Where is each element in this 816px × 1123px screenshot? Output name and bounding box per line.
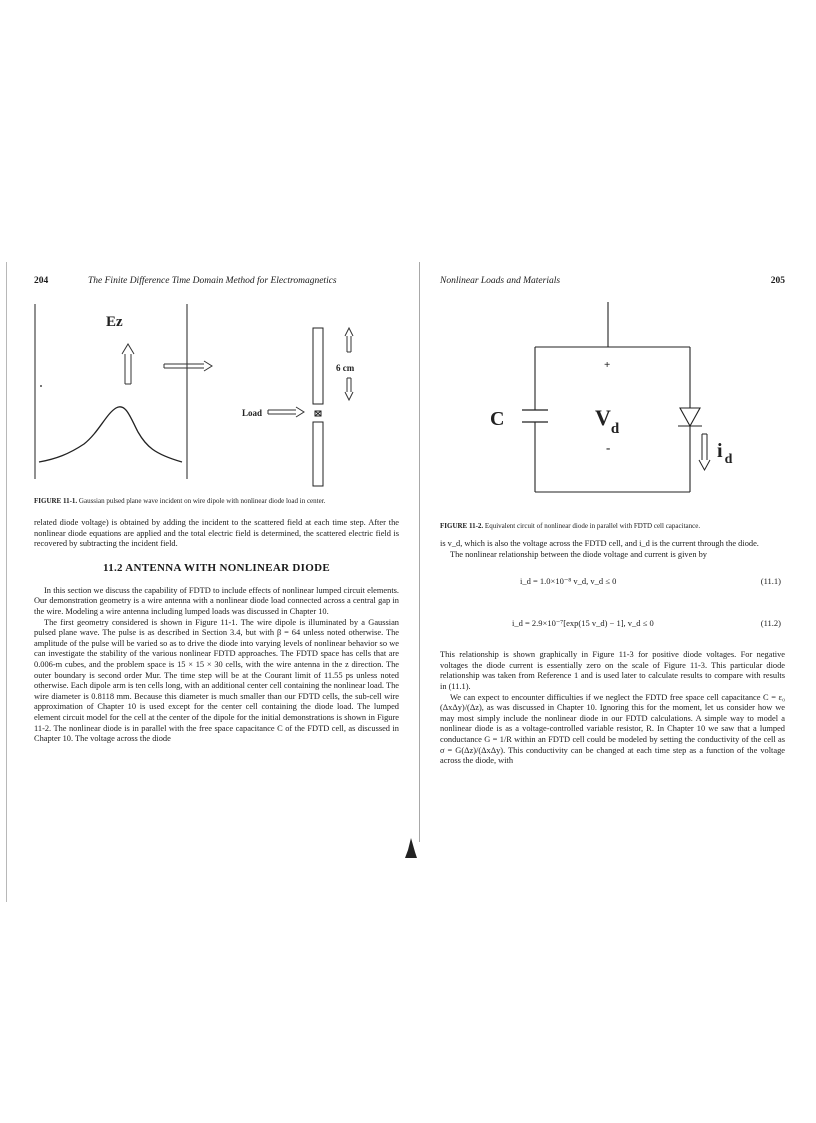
- equation-11-2-number: (11.2): [760, 618, 781, 629]
- label-load: Load: [242, 408, 263, 418]
- label-ez: Ez: [106, 314, 123, 330]
- page-number-left: 204: [34, 276, 49, 286]
- figure-11-1-drawing: [34, 304, 399, 492]
- scan-mark: [405, 838, 417, 858]
- dimension-arrow-down: [345, 378, 353, 400]
- equation-11-1-expression: i_d = 1.0×10⁻⁸ v_d, v_d ≤ 0: [520, 576, 617, 587]
- paragraph-geometry: The first geometry considered is shown in Figure 11-1. The wire dipole is illuminated by a Gaussian pulsed plane wave. The pulse is as described in Section 3.4, but with β = 64 unless noted otherwise. The amplitude of the pulse will be varied so as to drive the diode into varying levels of nonlinear behavior so we can investigate the stability of the various nonlinear FDTD approaches. The FDTD space has cells that are 0.006-m cubes, and the problem space is 15 × 15 × 30 cells, with the wire antenna in the z direction. The outer boundary is second order Mur. The time step will be at the Courant limit of 11.55 ps unless noted otherwise. Each dipole arm is ten cells long, with an additional center cell containing the nonlinear load. The wire diameter is 0.8118 mm. Because this diameter is much smaller than our FDTD cells, the sub-cell wire approximation of Chapter 10 is used except for the center cell containing the diode load. The lumped element circuit model for the cell at the center of the dipole for the initial demonstrations is shown in Figure 11-2. The nonlinear diode is in parallel with the free space capacitance C of the FDTD cell, as discussed in Chapter 10. The voltage across the diode: [34, 617, 399, 744]
- caption-text-11-2: Equivalent circuit of nonlinear diode in parallel with FDTD cell capacitance.: [484, 522, 701, 530]
- dimension-arrow-up: [345, 328, 353, 352]
- paragraph-relationship-intro: The nonlinear relationship between the diode voltage and current is given by: [450, 549, 707, 559]
- paragraph-continuation: related diode voltage) is obtained by adding the incident to the scattered field at each time step. After the nonlinear diode equations are applied and the total electric field is determined, the scattered electric field is recovered by subtracting the incident field.: [34, 518, 399, 549]
- label-capacitor-c: C: [490, 408, 505, 430]
- equation-11-1: [440, 574, 785, 592]
- left-page: [34, 276, 399, 745]
- book-gutter-line: [419, 262, 420, 842]
- label-id-main: i: [717, 440, 723, 462]
- label-plus: +: [604, 359, 611, 371]
- circuit-wires: [535, 302, 690, 492]
- section-heading-11-2: 11.2 ANTENNA WITH NONLINEAR DIODE: [103, 561, 330, 574]
- paragraph-cell-capacitance: We can expect to encounter difficulties if we neglect the FDTD free space cell capacitance C = ε₀ (ΔxΔy)/(Δz), as was discussed in Chapter 10. Ignoring this for the moment, let us consider how we may most simply include the nonlinear diode in our FDTD calculations. A simple way to model a nonlinear diode is as a voltage-controlled variable resistor, R. In Chapter 10 we saw that a lumped conductance G = 1/R within an FDTD cell could be modeled by setting the conductivity of the cell as σ = G(Δz)/(ΔxΔy). This conductivity can be changed at each time step as a function of the voltage across the diode, with: [440, 692, 785, 766]
- label-vd: [595, 405, 620, 437]
- figure-11-2-caption: [440, 522, 785, 531]
- right-page: [440, 276, 785, 767]
- propagation-arrow: [164, 361, 212, 371]
- figure-11-1-caption: [34, 497, 399, 506]
- running-title-left: The Finite Difference Time Domain Method for Electromagnetics: [88, 276, 337, 286]
- caption-text-11-1: Gaussian pulsed plane wave incident on wire dipole with nonlinear diode load in center.: [78, 497, 326, 505]
- capacitor-symbol: [522, 410, 548, 422]
- equation-11-2-expression: i_d = 2.9×10⁻⁷[exp(15 v_d) − 1], v_d ≤ 0: [512, 618, 654, 629]
- label-id-sub: d: [724, 452, 733, 467]
- dipole-upper-arm: [313, 328, 323, 404]
- ez-polarization-arrow: [122, 344, 134, 384]
- dipole-lower-arm: [313, 422, 323, 486]
- label-6cm: 6 cm: [336, 363, 355, 373]
- label-vd-main: V: [595, 405, 611, 430]
- paragraph-section-intro: In this section we discuss the capability of FDTD to include effects of nonlinear lumped circuit elements. Our demonstration geometry is a wire antenna with a nonlinear diode load connected across a central gap in the wire. Modeling a wire antenna including lumped loads was discussed in Chapter 10.: [34, 585, 399, 616]
- equation-11-2: [440, 616, 785, 634]
- label-minus: -: [606, 440, 611, 455]
- label-id: [717, 440, 733, 467]
- figure-11-2-circuit: [440, 302, 785, 510]
- paragraph-figure-11-3-reference: This relationship is shown graphically in Figure 11-3 for positive diode voltages. For negative voltages the diode current is essentially zero on the scale of Figure 11-3. This particular diode relationship was taken from Reference 1 and is used later to calculate results to compare with results in (11.1).: [440, 650, 785, 691]
- load-pointer-arrow: [268, 407, 304, 417]
- current-arrow: [699, 434, 710, 470]
- label-vd-sub: d: [610, 421, 620, 437]
- diode-symbol: [678, 408, 702, 426]
- equation-11-1-number: (11.1): [760, 576, 781, 587]
- running-title-right: Nonlinear Loads and Materials: [440, 276, 561, 286]
- caption-label-11-2: FIGURE 11-2.: [440, 522, 484, 530]
- figure-11-1: [34, 304, 399, 492]
- plane-wave-box: [35, 304, 187, 479]
- right-running-head: [440, 276, 785, 290]
- paragraph-diode-voltage: is v_d, which is also the voltage across the FDTD cell, and i_d is the current through the diode.: [440, 539, 759, 548]
- left-running-head: [34, 276, 399, 290]
- scan-left-edge-line: [6, 262, 7, 902]
- page-number-right: 205: [770, 276, 785, 286]
- caption-label-11-1: FIGURE 11-1.: [34, 497, 78, 505]
- gaussian-pulse-curve: [39, 407, 182, 462]
- figure-11-2: [440, 302, 785, 510]
